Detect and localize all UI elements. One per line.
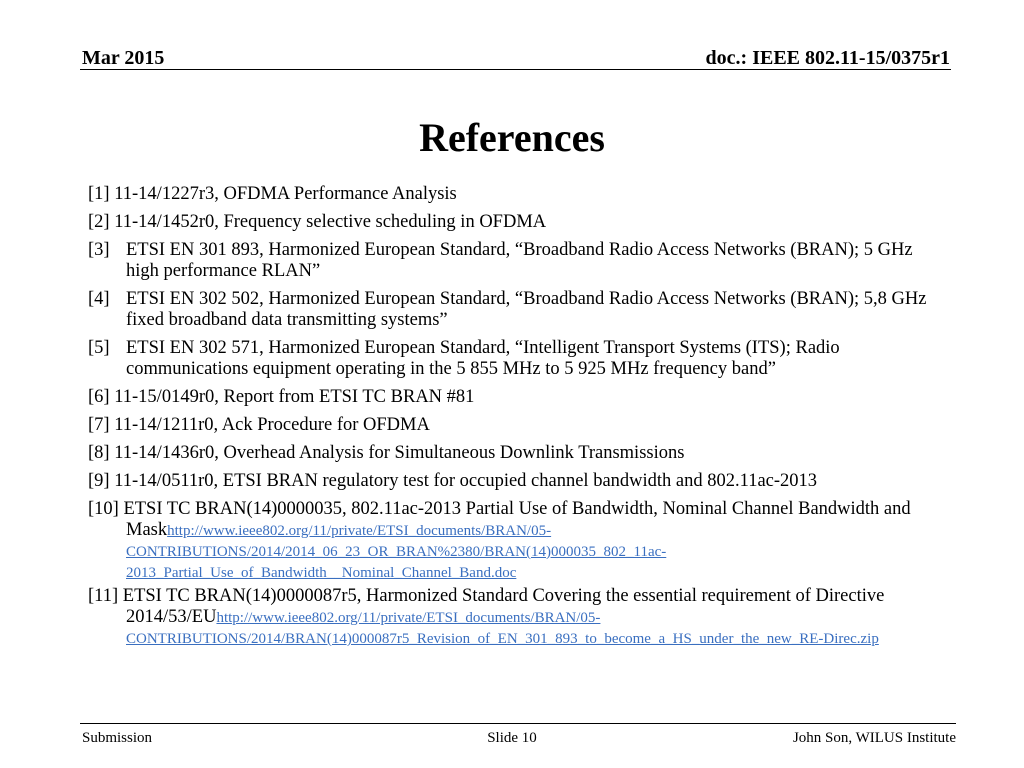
- reference-item: [88, 471, 948, 492]
- reference-number: [11]: [88, 586, 119, 606]
- footer-submission: Submission: [82, 730, 153, 746]
- reference-text: ETSI EN 302 502, Harmonized European Standard, “Broadband Radio Access Networks (BRAN); 5,8 GHz fixed broadband data transmitting systems”: [126, 289, 927, 330]
- reference-text: ETSI EN 301 893, Harmonized European Standard, “Broadband Radio Access Networks (BRAN); 5 GHz high performance RLAN”: [126, 240, 913, 281]
- reference-item: [88, 586, 948, 649]
- reference-item: [88, 184, 948, 205]
- reference-text: 11-14/0511r0, ETSI BRAN regulatory test for occupied channel bandwidth and 802.11ac-2013: [114, 471, 818, 491]
- reference-text: 11-14/1436r0, Overhead Analysis for Simultaneous Downlink Transmissions: [114, 443, 685, 463]
- reference-text: 11-14/1227r3, OFDMA Performance Analysis: [114, 184, 457, 204]
- reference-text: 11-14/1452r0, Frequency selective scheduling in OFDMA: [114, 212, 547, 232]
- reference-number: [5]: [88, 338, 110, 358]
- reference-text: ETSI EN 302 571, Harmonized European Standard, “Intelligent Transport Systems (ITS); Radio communications equipment operating in the 5 855 MHz to 5 925 MHz frequency band”: [126, 338, 840, 379]
- header-date: Mar 2015: [82, 47, 165, 69]
- slide-title: References: [419, 115, 605, 160]
- reference-number: [1]: [88, 184, 110, 204]
- reference-number: [6]: [88, 387, 110, 407]
- reference-number: [2]: [88, 212, 110, 232]
- reference-item: [88, 240, 948, 282]
- reference-item: [88, 499, 948, 583]
- reference-link[interactable]: http://www.ieee802.org/11/private/ETSI_documents/BRAN/05-CONTRIBUTIONS/2014/2014_06_23_OR_BRAN%2380/BRAN(14)000035_802_11ac-2013_Partial_Use_of_Bandwidth__Nominal_Channel_Band.doc: [126, 523, 667, 581]
- reference-text: 11-15/0149r0, Report from ETSI TC BRAN #81: [114, 387, 475, 407]
- reference-item: [88, 212, 948, 233]
- reference-text: ETSI TC BRAN(14)0000035, 802.11ac-2013 Partial Use of Bandwidth, Nominal Channel Bandwidth and Mask: [123, 499, 911, 540]
- reference-link[interactable]: http://www.ieee802.org/11/private/ETSI_documents/BRAN/05-CONTRIBUTIONS/2014/BRAN(14)000087r5_Revision_of_EN_301_893_to_become_a_HS_under_the_new_RE-Direc.zip: [126, 610, 879, 647]
- reference-item: [88, 289, 948, 331]
- footer-divider: [80, 723, 956, 724]
- reference-item: [88, 443, 948, 464]
- reference-number: [4]: [88, 289, 110, 309]
- reference-number: [8]: [88, 443, 110, 463]
- reference-text: 11-14/1211r0, Ack Procedure for OFDMA: [114, 415, 430, 435]
- header-doc-id: doc.: IEEE 802.11-15/0375r1: [705, 47, 950, 69]
- reference-item: [88, 387, 948, 408]
- header-divider: [80, 69, 951, 70]
- reference-number: [3]: [88, 240, 110, 260]
- reference-text: ETSI TC BRAN(14)0000087r5, Harmonized Standard Covering the essential requirement of Directive 2014/53/EU: [122, 586, 885, 627]
- reference-item: [88, 415, 948, 436]
- reference-item: [88, 338, 948, 380]
- reference-number: [9]: [88, 471, 110, 491]
- references-list: [88, 184, 948, 652]
- footer-slide-number: Slide 10: [487, 730, 537, 746]
- footer-author: John Son, WILUS Institute: [792, 730, 956, 746]
- reference-number: [7]: [88, 415, 110, 435]
- reference-number: [10]: [88, 499, 119, 519]
